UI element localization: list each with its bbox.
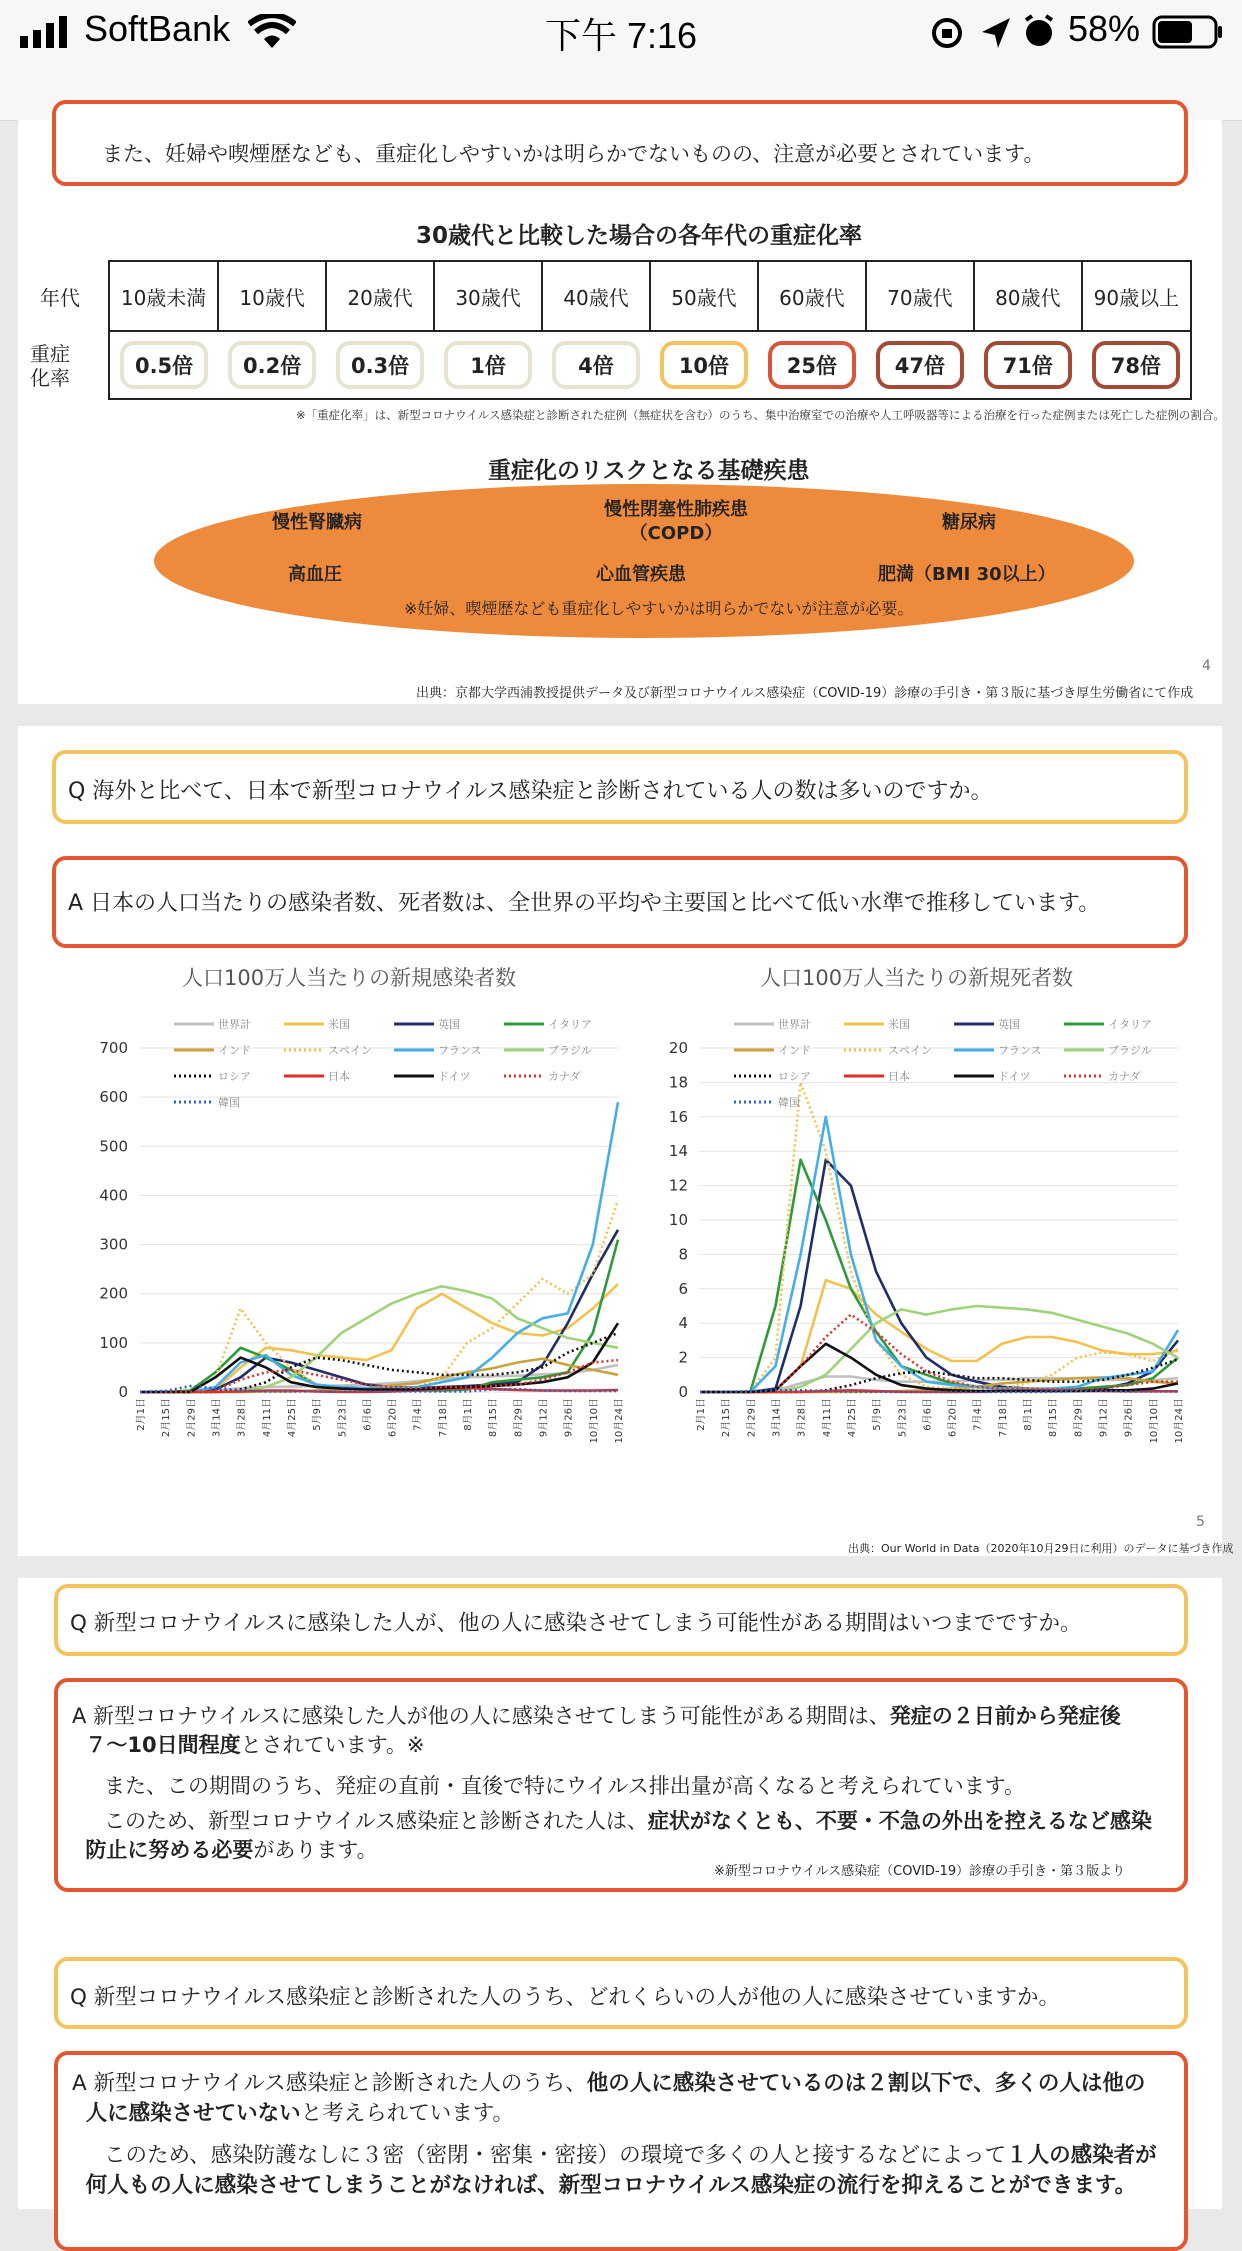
y-tick-label: 10 xyxy=(668,1211,688,1229)
y-tick-label: 18 xyxy=(668,1073,688,1092)
x-tick-label: 9月12日 xyxy=(538,1398,550,1438)
question-text: Q 海外と比べて、日本で新型コロナウイルス感染症と診断されている人の数は多いのですか。 xyxy=(68,779,993,804)
carrier-label: SoftBank xyxy=(84,8,231,49)
x-tick-label: 6月6日 xyxy=(362,1398,374,1431)
x-tick-label: 3月14日 xyxy=(211,1398,223,1438)
chart-title-cases: 人口100万人当たりの新規感染者数 xyxy=(182,966,517,990)
x-tick-label: 5月23日 xyxy=(337,1398,349,1438)
y-tick-label: 4 xyxy=(678,1314,688,1333)
severity-table xyxy=(108,260,1192,400)
orientation-lock-icon xyxy=(930,16,964,50)
rate-cell xyxy=(109,331,218,399)
x-tick-label: 8月29日 xyxy=(1073,1398,1085,1438)
x-tick-label: 8月29日 xyxy=(513,1398,525,1438)
age-cell: 20歳代 xyxy=(326,261,434,331)
chart-new-deaths xyxy=(638,996,1198,1516)
legend-label: 世界計 xyxy=(778,1018,811,1031)
rate-row xyxy=(109,331,1191,399)
risk-title: 重症化のリスクとなる基礎疾患 xyxy=(488,458,810,484)
x-tick-label: 4月11日 xyxy=(261,1398,273,1438)
x-tick-label: 10月24日 xyxy=(1174,1398,1185,1444)
x-tick-label: 8月15日 xyxy=(1048,1398,1060,1438)
x-tick-label: 9月26日 xyxy=(563,1398,575,1438)
footnote-6: ※新型コロナウイルス感染症（COVID-19）診療の手引き・第３版より xyxy=(714,1864,1126,1879)
age-cell: 90歳以上 xyxy=(1082,261,1191,331)
signal-icon xyxy=(20,16,72,48)
disease-diabetes: 糖尿病 xyxy=(942,512,996,533)
disease-ckd: 慢性腎臓病 xyxy=(272,512,362,533)
x-tick-label: 2月1日 xyxy=(136,1398,147,1431)
y-tick-label: 8 xyxy=(678,1245,688,1264)
battery-percent: 58% xyxy=(1068,8,1141,49)
x-tick-label: 4月11日 xyxy=(821,1398,833,1438)
x-tick-label: 7月4日 xyxy=(972,1398,984,1431)
x-tick-label: 5月9日 xyxy=(872,1398,884,1431)
note-text: また、妊婦や喫煙歴なども、重症化しやすいかは明らかでないものの、注意が必要とされています。 xyxy=(102,142,1045,166)
disease-obesity: 肥満（BMI 30以上） xyxy=(878,564,1056,585)
disease-hypertension: 高血圧 xyxy=(288,564,342,585)
rate-cell xyxy=(326,331,434,399)
answer-para-1: A 新型コロナウイルスに感染した人が他の人に感染させてしまう可能性がある期間は、発症の２日前から発症後 ７～10日間程度とされています。※ xyxy=(72,1704,1121,1757)
rate-badge: 0.5倍 xyxy=(120,341,208,389)
legend-label: ロシア xyxy=(218,1070,251,1083)
age-cell: 10歳代 xyxy=(218,261,326,331)
disease-cardiovascular: 心血管疾患 xyxy=(596,564,686,585)
y-tick-label: 400 xyxy=(99,1186,128,1205)
x-tick-label: 5月23日 xyxy=(897,1398,909,1438)
y-tick-label: 2 xyxy=(678,1348,688,1367)
y-tick-label: 200 xyxy=(99,1284,128,1303)
wifi-icon xyxy=(248,14,296,50)
age-cell: 80歳代 xyxy=(974,261,1082,331)
y-tick-label: 0 xyxy=(678,1383,688,1401)
age-cell: 40歳代 xyxy=(542,261,650,331)
legend-label: ブラジル xyxy=(1108,1044,1152,1057)
slide-page-5 xyxy=(18,726,1234,1556)
x-tick-label: 4月25日 xyxy=(846,1398,858,1438)
legend-label: ドイツ xyxy=(998,1070,1031,1083)
legend-label: ブラジル xyxy=(548,1044,592,1057)
x-tick-label: 2月15日 xyxy=(721,1398,733,1438)
row-label-rate: 重症化率 xyxy=(30,342,70,390)
legend-label: 日本 xyxy=(328,1070,350,1083)
legend-label: 米国 xyxy=(888,1018,910,1031)
legend-label: インド xyxy=(218,1044,251,1057)
x-tick-label: 8月15日 xyxy=(488,1398,500,1438)
rate-badge: 10倍 xyxy=(660,341,748,389)
battery-icon xyxy=(1152,14,1224,50)
legend-label: カナダ xyxy=(1108,1070,1141,1083)
answer-para-5: このため、感染防護なしに３密（密閉・密集・密接）の環境で多くの人と接するなどによって１人の感染者が 何人もの人に感染させてしまうことがなければ、新型コロナウイルス感染症の流行を抑えることができます。 xyxy=(85,2143,1157,2198)
rate-cell xyxy=(434,331,542,399)
rate-cell xyxy=(758,331,866,399)
legend-label: スペイン xyxy=(328,1044,372,1057)
rate-cell xyxy=(866,331,974,399)
alarm-icon xyxy=(1022,14,1056,50)
x-tick-label: 3月28日 xyxy=(236,1398,248,1438)
x-tick-label: 10月10日 xyxy=(1148,1398,1160,1444)
series-line xyxy=(140,1200,618,1392)
x-tick-label: 6月6日 xyxy=(922,1398,934,1431)
legend-label: ロシア xyxy=(778,1070,811,1083)
legend-label: イタリア xyxy=(1108,1018,1152,1031)
age-cell: 60歳代 xyxy=(758,261,866,331)
x-tick-label: 5月9日 xyxy=(312,1398,324,1431)
x-tick-label: 2月1日 xyxy=(696,1398,707,1431)
y-tick-label: 300 xyxy=(99,1235,128,1254)
page-number-4: 4 xyxy=(1202,658,1211,674)
rate-badge: 4倍 xyxy=(552,341,640,389)
legend-label: イタリア xyxy=(548,1018,592,1031)
legend-label: 米国 xyxy=(328,1018,350,1031)
rate-badge: 0.2倍 xyxy=(228,341,316,389)
x-tick-label: 8月1日 xyxy=(1023,1398,1035,1431)
x-tick-label: 2月15日 xyxy=(161,1398,173,1438)
y-tick-label: 6 xyxy=(678,1279,688,1298)
y-tick-label: 600 xyxy=(99,1088,128,1107)
legend-label: 英国 xyxy=(998,1018,1020,1031)
x-tick-label: 3月28日 xyxy=(796,1398,808,1438)
chart-title-deaths: 人口100万人当たりの新規死者数 xyxy=(760,966,1074,990)
source-5: 出典：Our World in Data（2020年10月29日に利用）のデータに基づき作成 xyxy=(848,1542,1234,1555)
y-tick-label: 500 xyxy=(99,1137,128,1156)
legend-label: フランス xyxy=(438,1044,482,1057)
disease-copd: 慢性閉塞性肺疾患（COPD） xyxy=(604,499,748,544)
rate-cell xyxy=(650,331,758,399)
answer-para-2: また、この期間のうち、発症の直前・直後で特にウイルス排出量が高くなると考えられています。 xyxy=(104,1774,1026,1798)
rate-cell xyxy=(542,331,650,399)
y-tick-label: 14 xyxy=(668,1142,688,1161)
age-row xyxy=(109,261,1191,331)
rate-cell xyxy=(1082,331,1191,399)
rate-badge: 1倍 xyxy=(444,341,532,389)
rate-badge: 78倍 xyxy=(1092,341,1180,389)
x-tick-label: 3月14日 xyxy=(771,1398,783,1438)
series-line xyxy=(140,1240,618,1392)
rate-cell xyxy=(218,331,326,399)
x-tick-label: 2月29日 xyxy=(186,1398,198,1438)
chart-new-cases xyxy=(58,996,638,1516)
series-line xyxy=(140,1102,618,1392)
age-cell: 10歳未満 xyxy=(109,261,218,331)
x-tick-label: 7月18日 xyxy=(437,1398,449,1438)
page-number-5: 5 xyxy=(1196,1514,1205,1530)
answer-text: A 日本の人口当たりの感染者数、死者数は、全世界の平均や主要国と比べて低い水準で推移しています。 xyxy=(68,891,1101,916)
legend-label: カナダ xyxy=(548,1070,581,1083)
x-tick-label: 8月1日 xyxy=(463,1398,475,1431)
y-tick-label: 16 xyxy=(668,1107,688,1126)
x-tick-label: 6月20日 xyxy=(387,1398,399,1438)
y-tick-label: 12 xyxy=(668,1176,688,1195)
clock: 下午 7:16 xyxy=(545,15,698,56)
y-tick-label: 0 xyxy=(118,1383,128,1401)
y-tick-label: 100 xyxy=(99,1333,128,1352)
table-title: 30歳代と比較した場合の各年代の重症化率 xyxy=(416,223,863,249)
legend-label: 韓国 xyxy=(218,1096,240,1109)
legend-label: 日本 xyxy=(888,1070,910,1083)
rate-badge: 0.3倍 xyxy=(336,341,424,389)
table-footnote: ※「重症化率」は、新型コロナウイルス感染症と診断された症例（無症状を含む）のうち、集中治療室での治療や人工呼吸器等による治療を行った症例または死亡した症例の割合。 xyxy=(296,408,1225,422)
slide-page-6 xyxy=(18,1578,1222,1918)
rate-badge: 25倍 xyxy=(768,341,856,389)
x-tick-label: 10月24日 xyxy=(614,1398,625,1444)
legend-label: フランス xyxy=(998,1044,1042,1057)
x-tick-label: 6月20日 xyxy=(947,1398,959,1438)
location-icon xyxy=(980,16,1012,50)
slide-page-7 xyxy=(18,1918,1222,2209)
legend-label: インド xyxy=(778,1044,811,1057)
age-cell: 50歳代 xyxy=(650,261,758,331)
answer-para-4: A 新型コロナウイルス感染症と診断された人のうち、他の人に感染させているのは２割以下で、多くの人は他の 人に感染させていないと考えられています。 xyxy=(72,2071,1146,2126)
x-tick-label: 7月18日 xyxy=(997,1398,1009,1438)
x-tick-label: 2月29日 xyxy=(746,1398,758,1438)
legend-label: 韓国 xyxy=(778,1096,800,1109)
y-tick-label: 20 xyxy=(668,1039,688,1057)
legend-label: 世界計 xyxy=(218,1018,251,1031)
x-tick-label: 4月25日 xyxy=(286,1398,298,1438)
slide-page-4 xyxy=(18,120,1225,704)
question-text-2: Q 新型コロナウイルスに感染した人が、他の人に感染させてしまう可能性がある期間はいつまでですか。 xyxy=(70,1611,1082,1636)
source-4: 出典：京都大学西浦教授提供データ及び新型コロナウイルス感染症（COVID-19）診療の手引き・第３版に基づき厚生労働省にて作成 xyxy=(416,686,1194,701)
y-tick-label: 700 xyxy=(99,1039,128,1057)
x-tick-label: 7月4日 xyxy=(412,1398,424,1431)
risk-note: ※妊婦、喫煙歴なども重症化しやすいかは明らかでないが注意が必要。 xyxy=(404,599,914,618)
legend-label: ドイツ xyxy=(438,1070,471,1083)
age-cell: 70歳代 xyxy=(866,261,974,331)
age-cell: 30歳代 xyxy=(434,261,542,331)
rate-cell xyxy=(974,331,1082,399)
rate-badge: 71倍 xyxy=(984,341,1072,389)
x-tick-label: 9月26日 xyxy=(1123,1398,1135,1438)
row-label-age: 年代 xyxy=(40,286,80,310)
x-tick-label: 10月10日 xyxy=(588,1398,600,1444)
question-text-3: Q 新型コロナウイルス感染症と診断された人のうち、どれくらいの人が他の人に感染させていますか。 xyxy=(70,1985,1060,2010)
rate-badge: 47倍 xyxy=(876,341,964,389)
x-tick-label: 9月12日 xyxy=(1098,1398,1110,1438)
answer-para-3: このため、新型コロナウイルス感染症と診断された人は、症状がなくとも、不要・不急の外出を控えるなど感染 防止に努める必要があります。 xyxy=(85,1809,1152,1862)
series-line xyxy=(700,1082,1178,1392)
legend-label: 英国 xyxy=(438,1018,460,1031)
legend-label: スペイン xyxy=(888,1044,932,1057)
